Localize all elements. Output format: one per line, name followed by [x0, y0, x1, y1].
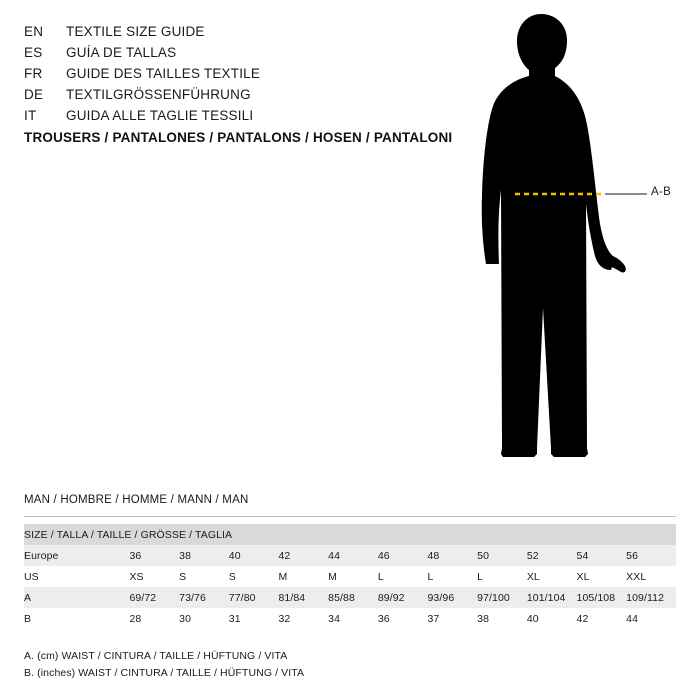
cell: 48	[427, 545, 477, 566]
language-row	[24, 66, 444, 87]
language-code: IT	[24, 108, 37, 123]
figure-illustration	[455, 8, 675, 478]
row-label: A	[24, 587, 129, 608]
divider	[24, 516, 676, 517]
cell: M	[328, 566, 378, 587]
cell: 40	[229, 545, 279, 566]
table-row	[24, 587, 676, 608]
gender-heading: MAN / HOMBRE / HOMME / MANN / MAN	[24, 494, 249, 506]
table-row	[24, 608, 676, 629]
language-row	[24, 45, 444, 66]
size-table	[24, 524, 676, 629]
cell: XL	[527, 566, 577, 587]
language-code: DE	[24, 87, 44, 102]
cell: 56	[626, 545, 676, 566]
table-row	[24, 545, 676, 566]
row-label: B	[24, 608, 129, 629]
language-code: EN	[24, 24, 44, 39]
cell: 50	[477, 545, 527, 566]
cell: 42	[577, 608, 627, 629]
footnote-a: A. (cm) WAIST / CINTURA / TAILLE / HÜFTUNG / VITA	[24, 650, 288, 662]
cell: L	[477, 566, 527, 587]
footnotes	[24, 648, 304, 682]
cell: 73/76	[179, 587, 229, 608]
cell: 89/92	[378, 587, 428, 608]
language-code: ES	[24, 45, 43, 60]
cell: M	[278, 566, 328, 587]
cell: L	[378, 566, 428, 587]
cell: 77/80	[229, 587, 279, 608]
cell: S	[229, 566, 279, 587]
cell: 85/88	[328, 587, 378, 608]
cell: XXL	[626, 566, 676, 587]
row-label: Europe	[24, 545, 129, 566]
cell: 38	[179, 545, 229, 566]
cell: 36	[378, 608, 428, 629]
language-title-list	[24, 24, 444, 129]
table-header-label: SIZE / TALLA / TAILLE / GRÖSSE / TAGLIA	[24, 524, 676, 545]
row-label: US	[24, 566, 129, 587]
cell: 28	[129, 608, 179, 629]
measurement-label-ab: A-B	[651, 186, 672, 198]
cell: S	[179, 566, 229, 587]
footnote-b: B. (inches) WAIST / CINTURA / TAILLE / HÜFTUNG / VITA	[24, 667, 305, 679]
language-code: FR	[24, 66, 43, 81]
cell: 42	[278, 545, 328, 566]
cell: 37	[427, 608, 477, 629]
language-title: TEXTILGRÖSSENFÜHRUNG	[66, 87, 251, 102]
cell: L	[427, 566, 477, 587]
cell: 38	[477, 608, 527, 629]
cell: 34	[328, 608, 378, 629]
cell: 69/72	[129, 587, 179, 608]
table-header-row	[24, 524, 676, 545]
cell: XS	[129, 566, 179, 587]
cell: 30	[179, 608, 229, 629]
cell: XL	[577, 566, 627, 587]
cell: 81/84	[278, 587, 328, 608]
cell: 36	[129, 545, 179, 566]
language-row	[24, 24, 444, 45]
language-title: GUÍA DE TALLAS	[66, 45, 177, 60]
language-row	[24, 87, 444, 108]
male-silhouette-icon	[455, 8, 675, 478]
cell: 93/96	[427, 587, 477, 608]
garment-type-line: TROUSERS / PANTALONES / PANTALONS / HOSEN / PANTALONI	[24, 130, 453, 145]
cell: 44	[626, 608, 676, 629]
cell: 40	[527, 608, 577, 629]
cell: 46	[378, 545, 428, 566]
language-title: TEXTILE SIZE GUIDE	[66, 24, 205, 39]
cell: 32	[278, 608, 328, 629]
cell: 105/108	[577, 587, 627, 608]
table-row	[24, 566, 676, 587]
cell: 44	[328, 545, 378, 566]
language-title: GUIDE DES TAILLES TEXTILE	[66, 66, 261, 81]
cell: 101/104	[527, 587, 577, 608]
language-row	[24, 108, 444, 129]
cell: 54	[577, 545, 627, 566]
cell: 97/100	[477, 587, 527, 608]
cell: 52	[527, 545, 577, 566]
cell: 31	[229, 608, 279, 629]
cell: 109/112	[626, 587, 676, 608]
language-title: GUIDA ALLE TAGLIE TESSILI	[66, 108, 254, 123]
